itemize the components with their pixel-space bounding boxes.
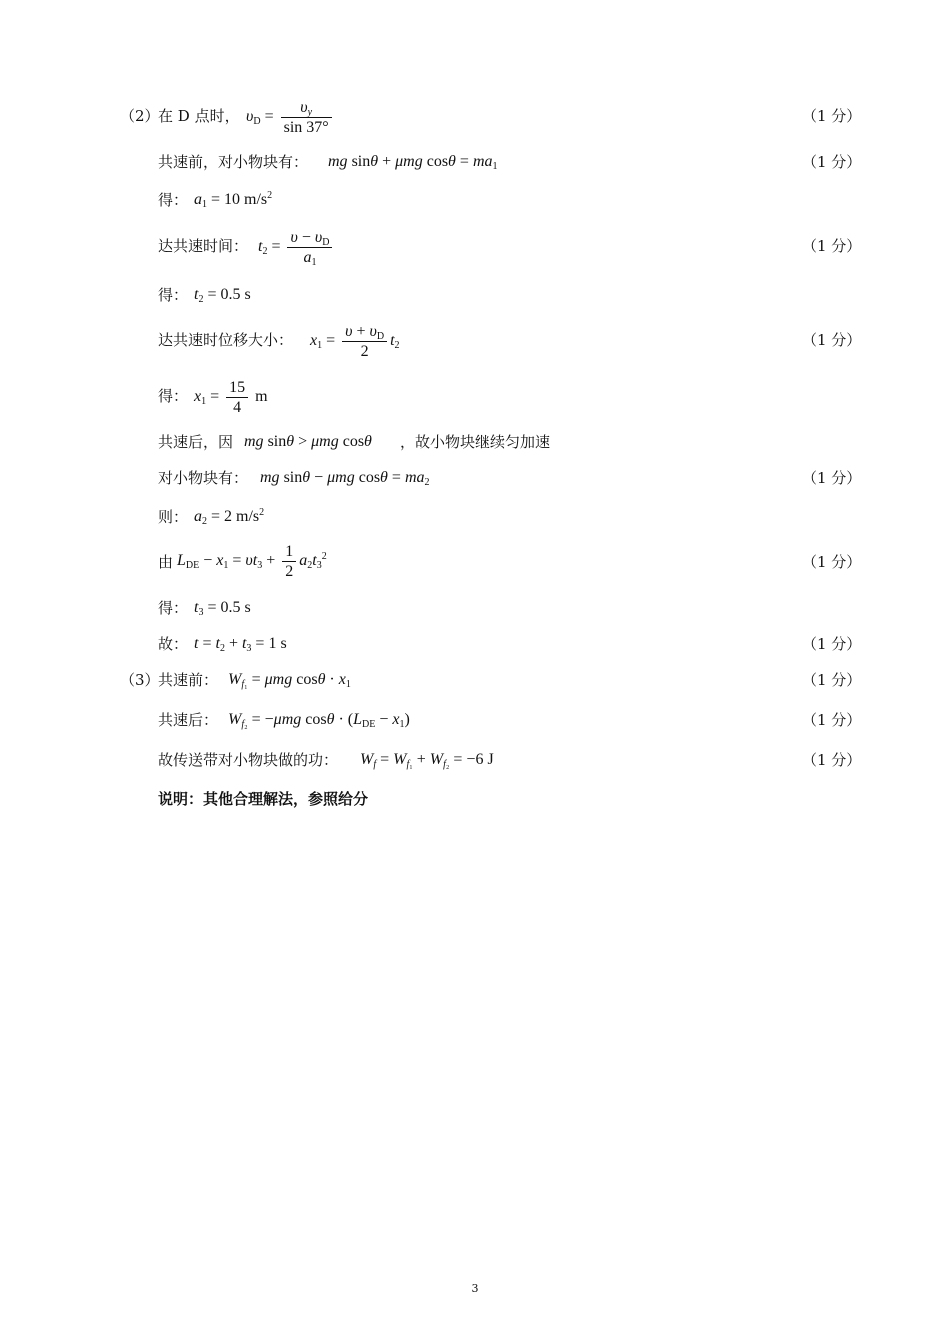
formula-x1: $x_1$ = $\frac{\upsilon + \upsilon_D}{2}$ $t_2$	[310, 323, 400, 360]
formula-x1-value: $x_1$ = $\frac{15}{4}$ m	[194, 379, 268, 416]
line-7	[0, 378, 950, 420]
line-label: 共速后，因	[158, 433, 234, 451]
line-6	[0, 322, 950, 364]
line-label: 对小物块有：	[158, 469, 249, 487]
score: （1 分）	[802, 671, 862, 689]
part-number-2: （2）	[120, 107, 160, 125]
line-label: 达共速时位移大小：	[158, 331, 294, 349]
grading-note: 说明：其他合理解法，参照给分	[158, 790, 369, 808]
formula-total-time: $t = t_2 + t_3 = 1$ s	[194, 635, 287, 654]
line-label: 达共速时间：	[158, 237, 249, 255]
line-label: 共速后：	[158, 711, 219, 729]
score: （1 分）	[802, 553, 862, 571]
formula-t2-value: $t_2 = 0.5$ s	[194, 286, 251, 305]
formula-t2: $t_2$ = $\frac{\upsilon - \upsilon_D}{a_1}$	[258, 228, 335, 267]
score: （1 分）	[802, 237, 862, 255]
formula-t3: $t_3 = 0.5$ s	[194, 599, 251, 618]
score: （1 分）	[802, 635, 862, 653]
line-label: 故：	[158, 635, 189, 653]
line-label: 得：	[158, 387, 189, 405]
line-label: 故传送带对小物块做的功：	[158, 751, 339, 769]
line-label: 在 D 点时，	[158, 107, 240, 125]
page-number: 3	[471, 1282, 479, 1295]
line-label: 得：	[158, 191, 189, 209]
formula-a1: $a_1 = 10$ $m/s^2$	[194, 190, 273, 210]
score: （1 分）	[802, 331, 862, 349]
line-label: 得：	[158, 599, 189, 617]
line-4	[0, 228, 950, 270]
formula-displacement: $L_{DE} - x_1 = \upsilon t_3$ + $\frac{1}{2}$ $a_2t_3^2$	[177, 543, 327, 580]
score: （1 分）	[802, 107, 862, 125]
line-label: 由	[158, 553, 174, 571]
line-label: 共速前，对小物块有：	[158, 153, 309, 171]
line-label: 得：	[158, 286, 189, 304]
formula-inequality: mg sinθ > μmg cosθ	[244, 433, 372, 450]
line-label-continuation: ，故小物块继续匀加速	[400, 433, 551, 451]
score: （1 分）	[802, 711, 862, 729]
formula-wf2: $W_{f_2} = -\mu mg$ $\cos\theta \cdot (L_{DE} - x_1)$	[228, 711, 410, 730]
formula-newton-1: mg sinθ + μmg $\cos\theta = ma_1$	[328, 153, 498, 172]
line-1	[0, 98, 950, 138]
formula-a2: $a_2 = 2$ $m/s^2$	[194, 507, 265, 527]
formula-newton-2: mg sinθ − μmg $\cos\theta = ma_2$	[260, 469, 430, 488]
score: （1 分）	[802, 469, 862, 487]
line-label: 则：	[158, 508, 189, 526]
formula-vd: $\upsilon_D$ = $\frac{\upsilon_y}{\sin 37^\circ}$	[246, 98, 335, 137]
score: （1 分）	[802, 751, 862, 769]
formula-wf1: $W_{f_1} = \mu mg$ $\cos\theta \cdot x_1$	[228, 671, 351, 690]
line-label: 共速前：	[158, 671, 219, 689]
formula-total-work: $W_f = W_{f_1} + W_{f_2} = -6$ J	[360, 751, 494, 770]
line-11	[0, 542, 950, 584]
part-number-3: （3）	[120, 671, 160, 689]
score: （1 分）	[802, 153, 862, 171]
